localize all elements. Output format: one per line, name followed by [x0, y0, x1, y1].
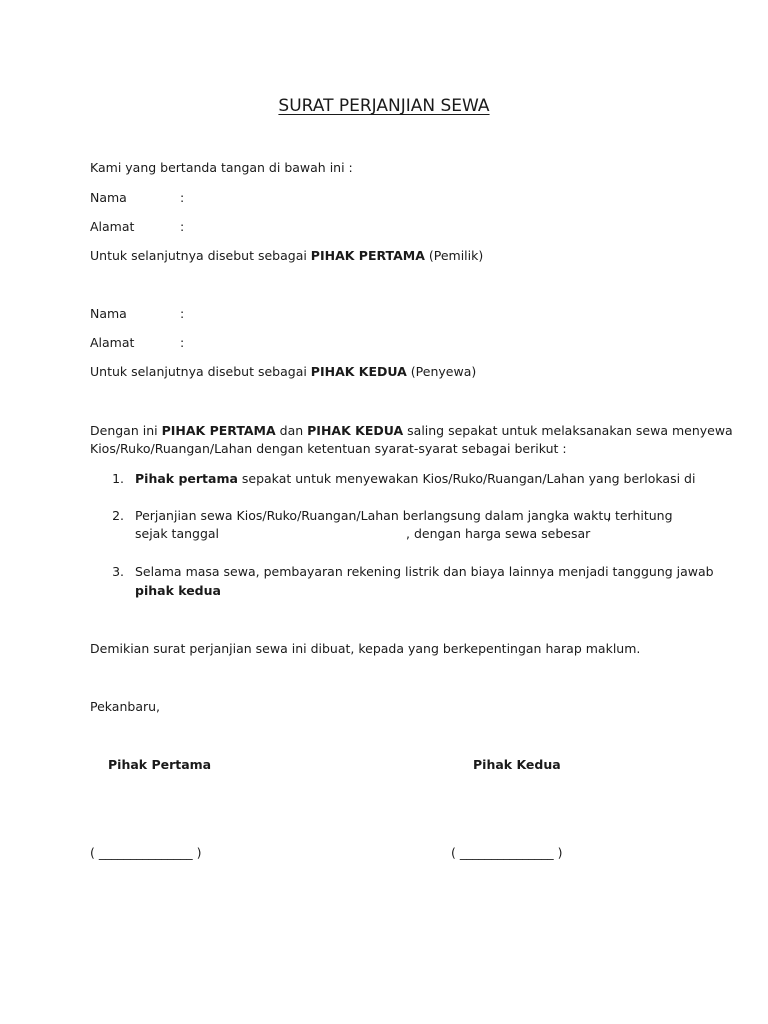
signature-left-line: ( _______________ )	[90, 845, 202, 860]
agreement-text-c: saling sepakat untuk melaksanakan sewa menyewa	[403, 423, 733, 438]
party1-desc-suffix: (Pemilik)	[424, 248, 484, 263]
signature-right-label-text: Pihak Kedua	[473, 757, 561, 772]
place-date: Pekanbaru,	[90, 699, 161, 714]
intro-text: Kami yang bertanda tangan di bawah ini :	[90, 160, 353, 175]
party2-desc-prefix: Untuk selanjutnya disebut sebagai	[90, 364, 311, 379]
term-2-line-2b: , dengan harga sewa sebesar	[406, 526, 591, 541]
party1-name-colon: :	[180, 190, 185, 205]
signature-left-label-text: Pihak Pertama	[108, 757, 212, 772]
party2-description	[90, 364, 476, 379]
term-2-line-2a: sejak tanggal	[135, 526, 220, 541]
agreement-line-2: Kios/Ruko/Ruangan/Lahan dengan ketentuan syarat-syarat sebagai berikut :	[90, 441, 567, 456]
term-2-number: 2.	[112, 508, 124, 523]
party2-desc-suffix: (Penyewa)	[406, 364, 477, 379]
term-1-text	[135, 471, 695, 486]
party1-desc-prefix: Untuk selanjutnya disebut sebagai	[90, 248, 311, 263]
term-3-line-1: Selama masa sewa, pembayaran rekening listrik dan biaya lainnya menjadi tanggung jawab	[135, 564, 714, 579]
term-3-number: 3.	[112, 564, 124, 579]
agreement-text-b: dan	[275, 423, 308, 438]
party1-address-label: Alamat	[90, 219, 135, 234]
term-1-number: 1.	[112, 471, 124, 486]
term-2-line-1b: , terhitung	[607, 508, 673, 523]
term-3-bold: pihak kedua	[135, 583, 221, 598]
term-1-body: sepakat untuk menyewakan Kios/Ruko/Ruangan/Lahan yang berlokasi di	[237, 471, 696, 486]
agreement-text-a: Dengan ini	[90, 423, 162, 438]
agreement-party1: PIHAK PERTAMA	[161, 423, 276, 438]
term-1-bold: Pihak pertama	[135, 471, 238, 486]
party2-role: PIHAK KEDUA	[310, 364, 407, 379]
party2-address-label: Alamat	[90, 335, 135, 350]
party2-address-colon: :	[180, 335, 185, 350]
party2-name-colon: :	[180, 306, 185, 321]
party2-name-label: Nama	[90, 306, 127, 321]
signature-right-line: ( _______________ )	[451, 845, 563, 860]
signature-left-label	[108, 757, 211, 772]
closing-text: Demikian surat perjanjian sewa ini dibuat, kepada yang berkepentingan harap maklum.	[90, 641, 641, 656]
agreement-line-1	[90, 423, 733, 438]
party1-description	[90, 248, 483, 263]
party1-name-label: Nama	[90, 190, 127, 205]
party1-address-colon: :	[180, 219, 185, 234]
signature-right-label	[473, 757, 561, 772]
document-title: SURAT PERJANJIAN SEWA	[278, 96, 490, 116]
term-2-line-1a: Perjanjian sewa Kios/Ruko/Ruangan/Lahan berlangsung dalam jangka waktu	[135, 508, 612, 523]
term-3-line-2	[135, 583, 221, 598]
agreement-party2: PIHAK KEDUA	[307, 423, 404, 438]
party1-role: PIHAK PERTAMA	[310, 248, 425, 263]
